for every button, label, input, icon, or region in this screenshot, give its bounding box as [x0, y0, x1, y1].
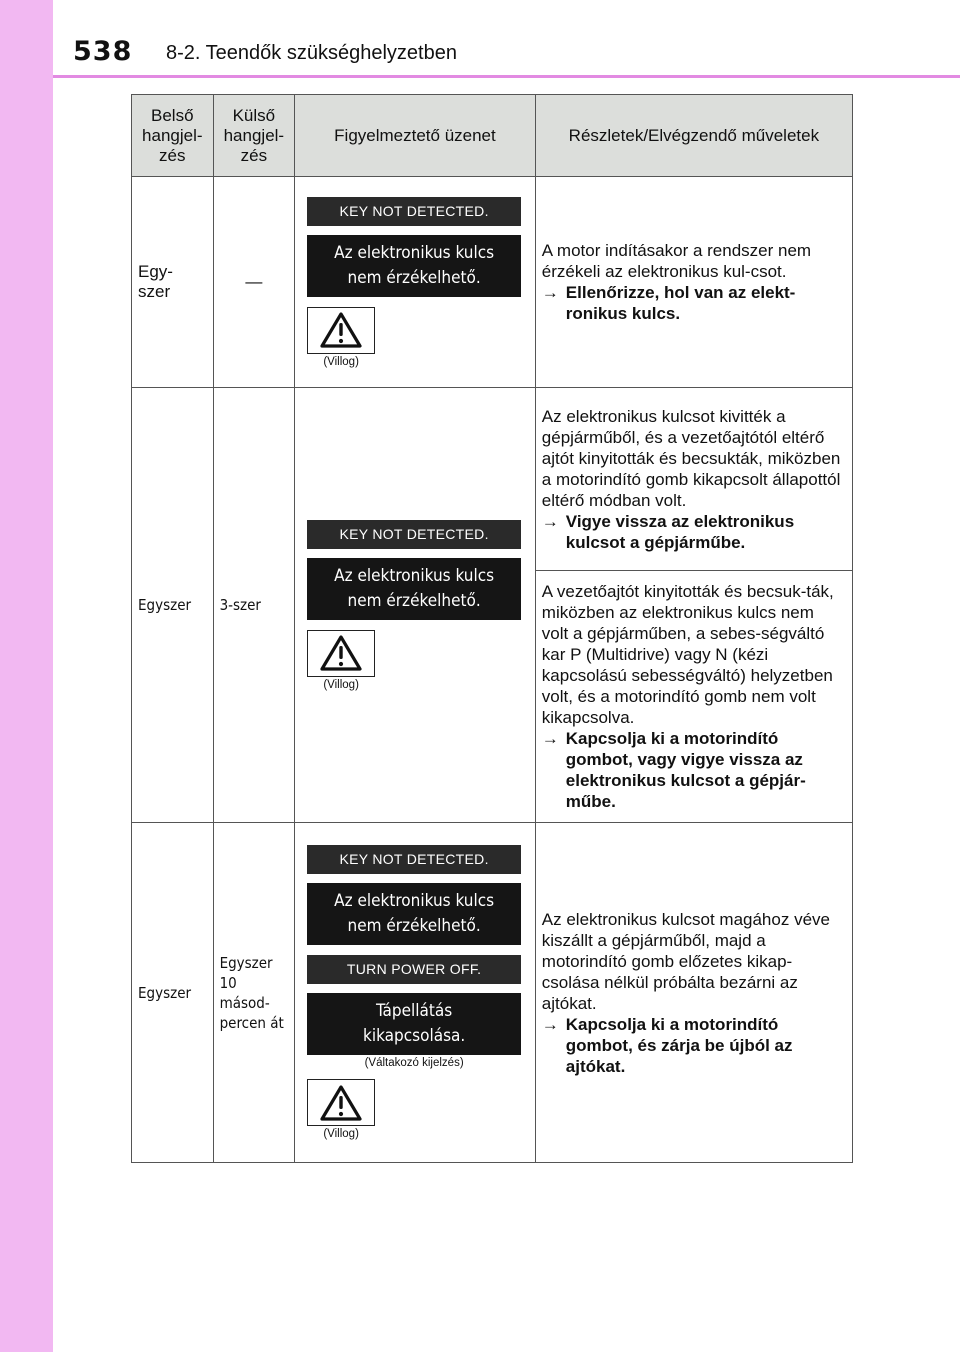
inner-buzzer-cell: Egyszer	[132, 823, 214, 1163]
details-cell	[535, 823, 852, 1163]
arrow-icon: →	[541, 511, 559, 531]
warning-triangle-icon	[307, 1079, 375, 1126]
warning-triangle-icon	[307, 307, 375, 354]
header-details: Részletek/Elvégzendő műveletek	[535, 95, 852, 177]
arrow-icon: →	[541, 729, 559, 748]
key-not-detected-banner: KEY NOT DETECTED.	[307, 197, 521, 226]
display-message: Az elektronikus kulcs nem érzékelhető.	[307, 235, 521, 297]
header-rule	[53, 75, 960, 78]
arrow-icon: →	[541, 283, 559, 302]
warning-message-cell	[295, 823, 536, 1163]
table-header-row	[132, 95, 853, 177]
action-item	[542, 728, 842, 812]
description-text: Az elektronikus kulcsot magához véve kiszállt a gépjárműből, majd a motorindító gomb előzetes kikap-csolása nélkül próbálta bezárni az ajtókat.	[541, 909, 830, 1013]
key-not-detected-banner: KEY NOT DETECTED.	[307, 520, 521, 549]
action-item	[542, 282, 842, 324]
header-warning-message: Figyelmeztető üzenet	[295, 95, 536, 177]
action-item	[542, 511, 842, 553]
no-buzzer-dash: —	[245, 272, 263, 291]
arrow-icon: →	[541, 1014, 559, 1034]
inner-buzzer-cell: Egyszer	[132, 388, 214, 823]
table-row	[132, 177, 853, 388]
action-item	[542, 1014, 842, 1077]
display-message-power-off: Tápellátás kikapcsolása.	[307, 993, 521, 1055]
action-text: Vigye vissza az elektronikus kulcsot a gépjárműbe.	[565, 511, 795, 552]
side-tab-strip	[0, 0, 53, 1352]
outer-buzzer-cell: Egyszer 10 másod- percen át	[213, 823, 295, 1163]
chapter-title: 8-2. Teendők szükséghelyzetben	[166, 42, 457, 64]
warning-table	[131, 94, 853, 1163]
details-cell	[535, 177, 852, 388]
inner-buzzer-cell: Egy- szer	[132, 177, 214, 388]
alternating-display-label: (Váltakozó kijelzés)	[364, 1057, 464, 1069]
table-row	[132, 388, 853, 571]
turn-power-off-banner: TURN POWER OFF.	[307, 955, 521, 984]
description-text: A vezetőajtót kinyitották és becsuk-ták, miközben az elektronikus kulcs nem volt a gépjárműben, a sebes-ségváltó kar P (Multidrive) vagy N (kézi kapcsolású sebességváltó) helyzetben volt, és a motorindító gomb nem volt kikapcsolva.	[541, 582, 834, 727]
flash-label: (Villog)	[323, 678, 359, 691]
action-text: Kapcsolja ki a motorindító gombot, és zárja be újból az ajtókat.	[565, 1014, 793, 1076]
description-text: A motor indításakor a rendszer nem érzékeli az elektronikus kul-csot.	[541, 241, 812, 281]
flash-label: (Villog)	[323, 1128, 359, 1140]
action-text: Kapcsolja ki a motorindító gombot, vagy vigye vissza az elektronikus kulcsot a gépjár-műbe.	[565, 729, 806, 811]
key-not-detected-banner: KEY NOT DETECTED.	[307, 845, 521, 874]
outer-buzzer-cell	[213, 177, 295, 388]
warning-message-cell	[295, 388, 536, 823]
action-text: Ellenőrizze, hol van az elekt-ronikus kulcs.	[565, 283, 796, 323]
details-cell	[535, 388, 852, 571]
details-cell	[535, 571, 852, 823]
table-row	[132, 823, 853, 1163]
page-number: 538	[73, 36, 133, 67]
display-message: Az elektronikus kulcs nem érzékelhető.	[307, 883, 521, 945]
header-inner-buzzer: Belső hangjel- zés	[132, 95, 214, 177]
flash-label: (Villog)	[323, 355, 359, 368]
warning-message-cell	[295, 177, 536, 388]
display-message: Az elektronikus kulcs nem érzékelhető.	[307, 558, 521, 620]
header-outer-buzzer: Külső hangjel- zés	[213, 95, 295, 177]
outer-buzzer-cell: 3-szer	[213, 388, 295, 823]
description-text: Az elektronikus kulcsot kivitték a gépjárműből, és a vezetőajtótól eltérő ajtót kinyitották és becsukták, miközben a motorindító gomb kikapcsolt állapottól eltérő módban volt.	[541, 406, 841, 510]
warning-triangle-icon	[307, 630, 375, 677]
